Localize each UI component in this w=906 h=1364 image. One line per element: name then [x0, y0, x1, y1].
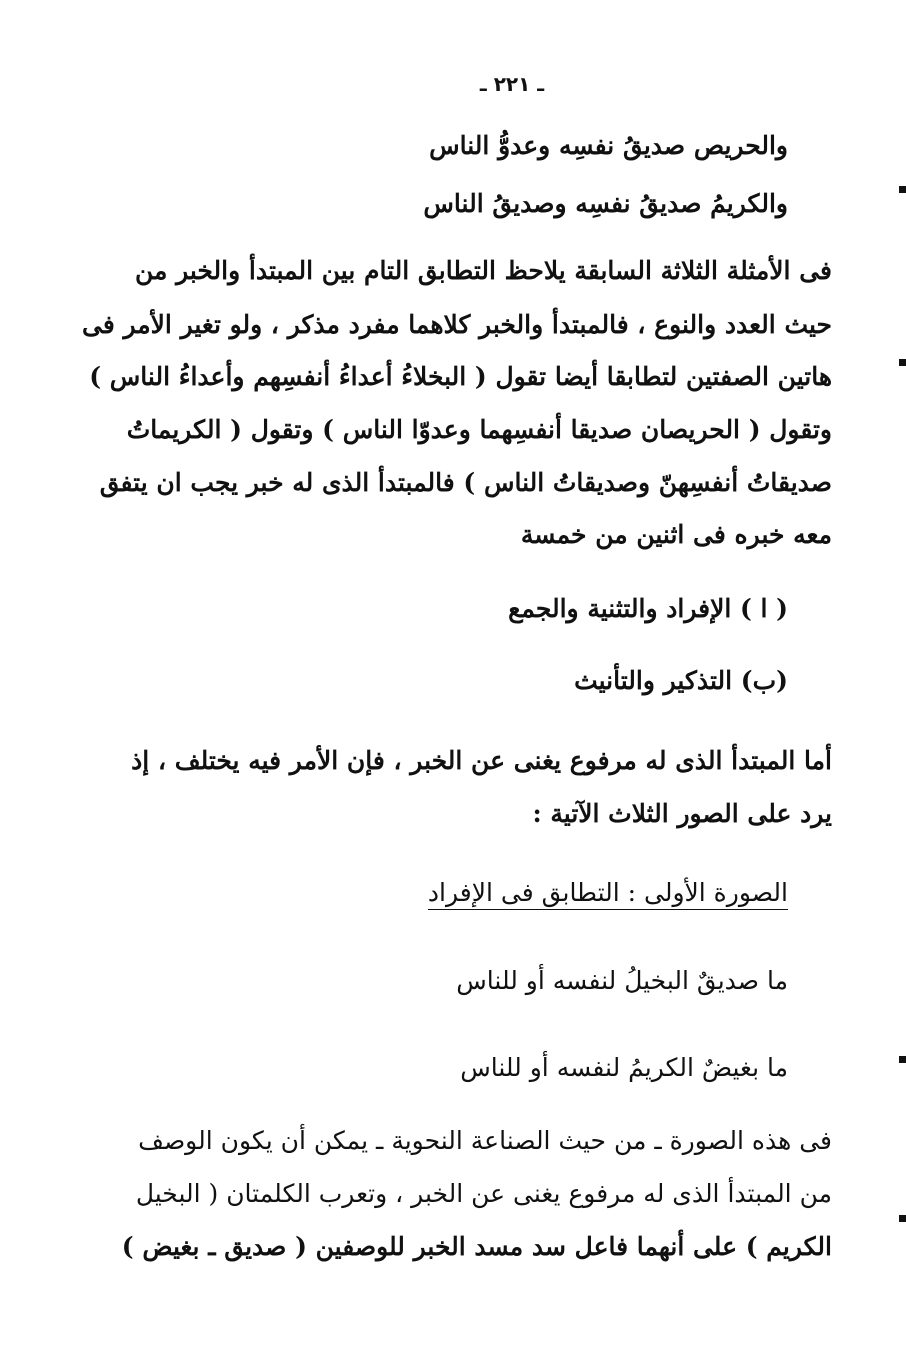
list-item-1: ( ا ) الإفراد والتثنية والجمع	[508, 594, 788, 623]
paragraph1-line-1: فى الأمثلة الثلاثة السابقة يلاحظ التطابق التام بين المبتدأ والخبر من	[134, 256, 832, 285]
paragraph3-line-1: فى هذه الصورة ـ من حيث الصناعة النحوية ـ يمكن أن يكون الوصف	[138, 1126, 832, 1155]
paragraph3-line-3: الكريم ) على أنهما فاعل سد مسد الخبر للوصفين ( صديق ـ بغيض )	[121, 1232, 832, 1261]
paragraph1-line-3: هاتين الصفتين لتطابقا أيضا تقول ( البخلاءُ أعداءُ أنفسِهم وأعداءُ الناس )	[89, 362, 832, 391]
example-line-1: ما صديقٌ البخيلُ لنفسه أو للناس	[456, 966, 788, 995]
margin-mark-3	[899, 1056, 906, 1063]
page-number: ـ ٢٢١ ـ	[479, 72, 545, 96]
list-item-2: (ب) التذكير والتأنيث	[574, 666, 788, 695]
paragraph1-line-6: معه خبره فى اثنين من خمسة	[520, 520, 832, 549]
example-line-2: ما بغيضٌ الكريمُ لنفسه أو للناس	[460, 1053, 788, 1082]
margin-mark-4	[899, 1215, 906, 1222]
verse-line-1: والحريص صديقُ نفسِه وعدوُّ الناس	[429, 131, 788, 160]
margin-mark-2	[899, 359, 906, 366]
verse-line-2: والكريمُ صديقُ نفسِه وصديقُ الناس	[423, 189, 788, 218]
paragraph2-line-2: يرد على الصور الثلاث الآتية :	[532, 799, 832, 828]
paragraph2-line-1: أما المبتدأ الذى له مرفوع يغنى عن الخبر ، فإن الأمر فيه يختلف ، إذ	[131, 746, 832, 775]
section-heading: الصورة الأولى : التطابق فى الإفراد	[427, 878, 788, 907]
paragraph1-line-5: صديقاتُ أنفسِهنّ وصديقاتُ الناس ) فالمبتدأ الذى له خبر يجب ان يتفق	[99, 468, 832, 497]
margin-mark-1	[899, 186, 906, 193]
paragraph1-line-4: وتقول ( الحريصان صديقا أنفسِهما وعدوّا الناس ) وتقول ( الكريماتُ	[126, 415, 832, 444]
paragraph3-line-2: من المبتدأ الذى له مرفوع يغنى عن الخبر ، وتعرب الكلمتان ( البخيل	[135, 1179, 832, 1208]
paragraph1-line-2: حيث العدد والنوع ، فالمبتدأ والخبر كلاهما مفرد مذكر ، ولو تغير الأمر فى	[81, 310, 832, 339]
